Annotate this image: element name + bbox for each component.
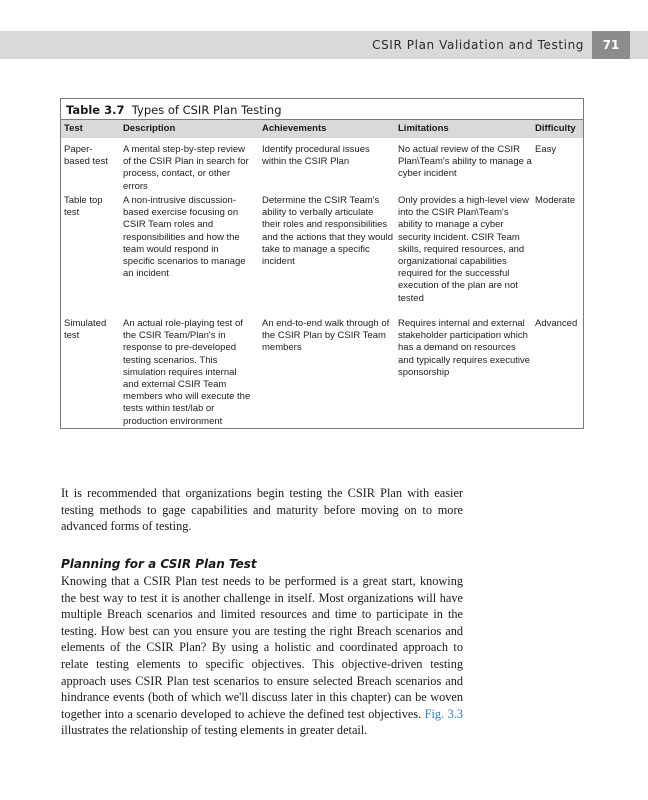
column-header-test: Test [64,123,83,134]
cell-description: An actual role-playing test of the CSIR Team/Plan's in response to pre-developed testing scenarios. This simulation requires internal and external CSIR Team members who will execute the tests within test/lab or production environment [123,318,251,427]
table-csir-plan-testing [60,98,584,429]
paragraph-recommendation: It is recommended that organizations begin testing the CSIR Plan with easier testing methods to gage capabilities and maturity before moving on to more advanced forms of testing. [61,486,463,534]
running-header-title: CSIR Plan Validation and Testing [372,38,584,52]
figure-link[interactable]: Fig. 3.3 [424,706,463,721]
cell-test: Simulated test [64,318,107,342]
cell-description: A mental step-by-step review of the CSIR Plan in search for process, contact, or other errors [123,144,249,192]
cell-description: A non-intrusive discussion-based exercise focusing on CSIR Team roles and responsibilities and how the team would respond in specific scenarios to manage an incident [123,195,246,280]
column-header-achievements: Achievements [262,123,327,134]
cell-difficulty: Easy [535,144,557,155]
cell-limitations: No actual review of the CSIR Plan\Team's ability to manage a cyber incident [398,144,532,180]
table-caption-text: Types of CSIR Plan Testing [131,103,282,117]
section-paragraph [61,573,463,739]
section-heading: Planning for a CSIR Plan Test [61,557,257,571]
cell-achievements: An end-to-end walk through of the CSIR Plan by CSIR Team members [262,318,390,354]
cell-difficulty: Moderate [535,195,576,206]
cell-achievements: Identify procedural issues within the CSIR Plan [262,144,370,168]
cell-difficulty: Advanced [535,318,578,329]
section-body-text: Knowing that a CSIR Plan test needs to be performed is a great start, knowing the best way to test it is another challenge in itself. Most organizations will have multiple Breach scenarios and limited resources and time to participate in the testing. How best can you ensure you are testing the right Breach scenarios and elements of the CSIR Plan? By using a holistic and coordinated approach to relate testing elements to specific objectives. This objective-driven testing approach uses CSIR Plan test scenarios to ensure selected Breach scenarios and hindrance events (both of which we'll discuss later in this chapter) can be woven together into a scenario developed to achieve the defined test objectives. [61,574,463,721]
cell-test: Table top test [64,195,103,219]
column-header-difficulty: Difficulty [535,123,576,134]
table-header-row [61,120,583,138]
table-caption [66,103,282,117]
cell-limitations: Only provides a high-level view into the CSIR Plan\Team's ability to manage a cyber security incident. CSIR Team skills, required resources, and organizational capabilities required for the successful execution of the plan are not tested [398,195,529,304]
page-number: 71 [592,31,630,59]
column-header-description: Description [123,123,176,134]
cell-achievements: Determine the CSIR Team's ability to verbally articulate their roles and responsibilities and the actions that they would take to manage a specific incident [262,195,393,268]
column-header-limitations: Limitations [398,123,449,134]
section-body-text-end: illustrates the relationship of testing elements in greater detail. [61,723,368,738]
cell-limitations: Requires internal and external stakeholder participation which has a demand on resources and typically requires executive sponsorship [398,318,531,378]
cell-test: Paper-based test [64,144,108,168]
table-caption-label: Table 3.7 [66,103,125,117]
